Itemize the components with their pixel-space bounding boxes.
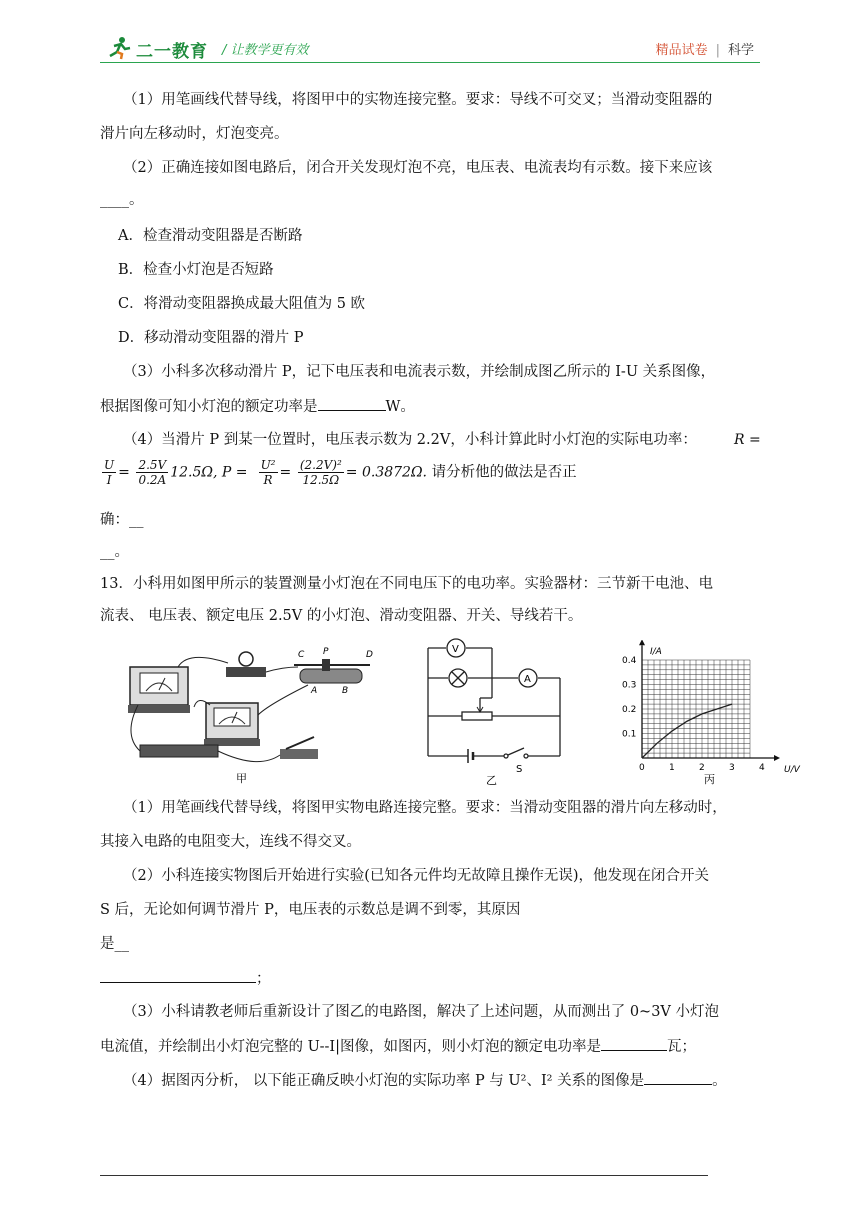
option-c: C．将滑动变阻器换成最大阻值为 5 欧 — [118, 296, 366, 312]
figure-jia-apparatus — [118, 645, 393, 785]
y-axis-label: I/A — [650, 647, 662, 657]
q12-part4-line1: （4）当滑片 P 到某一位置时，电压表示数为 2.2V，小科计算此时小灯泡的实际电功率： — [123, 432, 697, 448]
q12-part3-line2 — [100, 396, 415, 417]
option-a: A．检查滑动变阻器是否断路 — [118, 228, 303, 244]
q13-part3-text: 电流值，并绘制出小灯泡完整的 U--I|图像，如图丙，则小灯泡的额定电功率是 — [100, 1039, 601, 1055]
answer-blank — [100, 968, 256, 983]
x-tick-label: 1 — [669, 763, 675, 773]
q12-part4-answer-line1: 确：__ — [100, 512, 144, 528]
switch-label: S — [516, 764, 523, 775]
answer-blank — [318, 396, 386, 411]
q12-part2-blank: ____。 — [100, 192, 144, 208]
answer-blank — [601, 1036, 667, 1051]
x-axis-label: U/V — [784, 765, 800, 775]
q13-part1-line2: 其接入电路的电阻变大，连线不得交叉。 — [100, 834, 361, 850]
y-axis-arrow — [639, 640, 645, 645]
rheostat-label-d: D — [366, 650, 373, 660]
q13-part2-line3: 是__ — [100, 936, 129, 952]
q12-part4-answer-line2: __。 — [100, 544, 129, 560]
q12-part2-line1: （2）正确连接如图电路后，闭合开关发现灯泡不亮，电压表、电流表均有示数。接下来应该 — [123, 160, 713, 176]
logo-text: 二一教育 — [136, 42, 208, 62]
rheostat-label-a: A — [311, 686, 318, 696]
x-axis-arrow — [774, 755, 780, 761]
q12-part1-line1: （1）用笔画线代替导线，将图甲中的实物连接完整。要求：导线不可交叉；当滑动变阻器的 — [123, 92, 713, 108]
header-category — [656, 39, 754, 58]
header-divider — [100, 62, 760, 63]
q13-stem-line1: 13．小科用如图甲所示的装置测量小灯泡在不同电压下的电功率。实验器材：三节新干电池、电 — [100, 576, 713, 592]
formula-frac-4: $\frac{\text{(2.2V)²}}{12.5\Omega}$ — [299, 458, 342, 487]
formula-result: = 0.3872Ω. — [345, 464, 428, 481]
q13-part4-line1 — [123, 1070, 727, 1091]
voltmeter-symbol-label: V — [452, 644, 459, 655]
option-d: D．移动滑动变阻器的滑片 P — [118, 330, 304, 346]
series-line — [642, 704, 732, 758]
formula-frac-3: $\frac{\text{U²}}{R}$ — [260, 458, 276, 487]
rheostat-label-c: C — [298, 650, 305, 660]
q12-part4-tail: 请分析他的做法是否正 — [431, 464, 577, 481]
q13-part4-text: （4）据图丙分析， 以下能正确反映小灯泡的实际功率 P 与 U²、I² 关系的图像是 — [123, 1073, 645, 1089]
q13-part2-end: ； — [256, 971, 271, 987]
answer-blank — [644, 1070, 712, 1085]
q13-part3-line2 — [100, 1036, 696, 1057]
ammeter-symbol-label: A — [524, 674, 531, 685]
formula-r-lead: R = — [734, 432, 761, 448]
q13-part3-unit: 瓦； — [666, 1039, 696, 1055]
figure-jia-caption: 甲 — [236, 772, 247, 785]
runner-logo-icon — [106, 36, 132, 60]
q12-part3-text: 根据图像可知小灯泡的额定功率是 — [100, 399, 318, 415]
q12-part3-line1: （3）小科多次移动滑片 P，记下电压表和电流表示数，并绘制成图乙所示的 I-U 关系图像， — [123, 364, 716, 380]
x-tick-label: 2 — [699, 763, 705, 773]
header-separator: | — [715, 43, 720, 58]
q13-part1-line1: （1）用笔画线代替导线，将图甲实物电路连接完整。要求：当滑动变阻器的滑片向左移动时， — [123, 800, 727, 816]
formula-line — [100, 458, 577, 487]
q13-part2-line1: （2）小科连接实物图后开始进行实验(已知各元件均无故障且操作无误)，他发现在闭合开关 — [123, 868, 710, 884]
header-label-premium: 精品试卷 — [655, 43, 708, 58]
y-tick-label: 0.2 — [622, 705, 637, 715]
figure-bing-caption: 丙 — [704, 773, 715, 786]
q13-stem-line2: 流表、 电压表、额定电压 2.5V 的小灯泡、滑动变阻器、开关、导线若干。 — [100, 608, 583, 624]
formula-mid: 12.5Ω, P = — [170, 464, 248, 481]
logo-slogan: / 让教学更有效 — [222, 43, 309, 58]
formula-eq: = — [118, 464, 130, 481]
x-tick-label: 0 — [639, 763, 645, 773]
chart-ticks — [622, 656, 765, 773]
formula-eq2: = — [279, 464, 292, 481]
y-tick-label: 0.4 — [622, 656, 637, 666]
x-tick-label: 3 — [729, 763, 735, 773]
q13-part4-end: 。 — [712, 1073, 727, 1089]
figure-yi-caption: 乙 — [486, 774, 497, 786]
option-b: B．检查小灯泡是否短路 — [118, 262, 274, 278]
footer-divider — [100, 1175, 708, 1176]
y-tick-label: 0.3 — [622, 680, 637, 691]
x-tick-label: 4 — [759, 763, 765, 773]
q13-part2-line2: S 后，无论如何调节滑片 P，电压表的示数总是调不到零，其原因 — [100, 902, 521, 918]
y-tick-label: 0.1 — [622, 729, 637, 740]
figure-yi-circuit — [420, 636, 570, 786]
q13-part2-line4 — [100, 968, 271, 989]
formula-frac-2: $\frac{2.5V}{0.2A}$ — [138, 458, 167, 487]
page-header — [100, 34, 760, 62]
q12-part1-line2: 滑片向左移动时，灯泡变亮。 — [100, 126, 289, 142]
figure-bing-chart — [612, 640, 812, 786]
rheostat-label-b: B — [342, 686, 349, 696]
header-subject: 科学 — [727, 43, 754, 58]
chart-grid — [642, 660, 750, 758]
formula-frac-1: $\frac{U}{I}$ — [104, 458, 115, 487]
rheostat-label-p: P — [323, 647, 329, 657]
q13-part3-line1: （3）小科请教老师后重新设计了图乙的电路图，解决了上述问题，从而测出了 0~3V 小灯泡 — [123, 1004, 720, 1020]
q12-part3-unit: W。 — [385, 399, 415, 415]
